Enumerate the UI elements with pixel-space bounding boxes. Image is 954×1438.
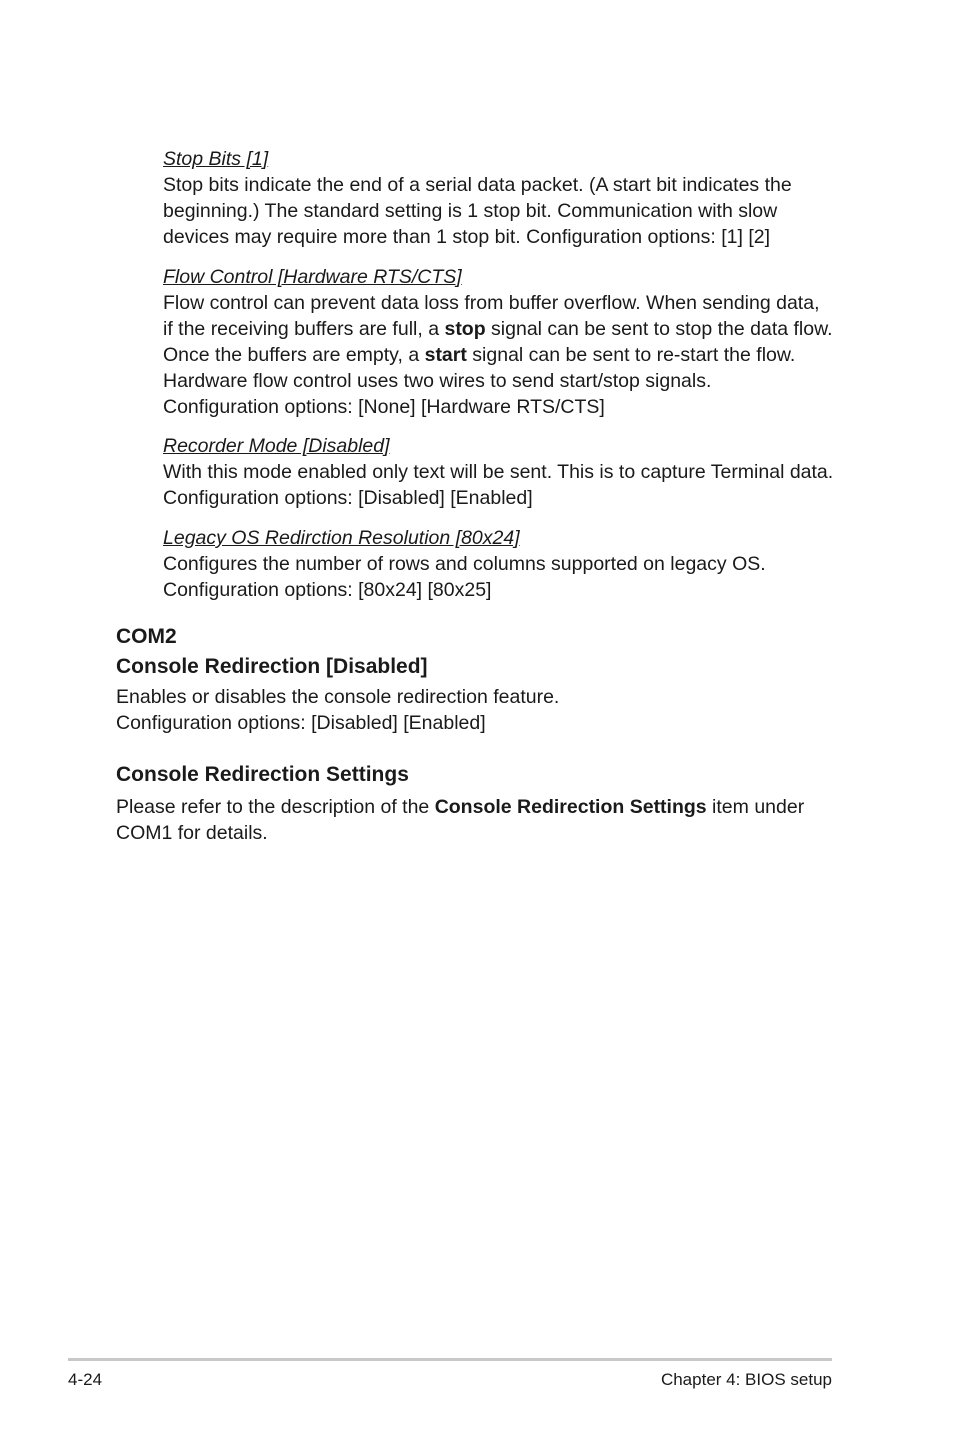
legacy-os-section [163, 525, 863, 603]
com2-section [116, 622, 846, 736]
com2-heading: COM2 [116, 625, 177, 648]
console-settings-line-2: COM1 for details. [116, 822, 268, 844]
legacy-os-line-2: Configuration options: [80x24] [80x25] [163, 579, 492, 601]
stop-bits-title: Stop Bits [1] [163, 148, 269, 170]
flow-control-line-3-a: Once the buffers are empty, a [163, 344, 425, 366]
legacy-os-line-1: Configures the number of rows and columns supported on legacy OS. [163, 553, 766, 575]
flow-control-section [163, 264, 863, 420]
flow-control-line-4: Hardware flow control uses two wires to send start/stop signals. [163, 370, 712, 392]
console-settings-heading: Console Redirection Settings [116, 763, 409, 786]
chapter-label: Chapter 4: BIOS setup [660, 1370, 832, 1389]
page-number: 4-24 [68, 1370, 103, 1389]
flow-control-line-2 [163, 316, 863, 342]
com2-line-1: Enables or disables the console redirection feature. [116, 686, 560, 708]
console-redirection-heading: Console Redirection [Disabled] [116, 655, 428, 678]
stop-bits-line-1: Stop bits indicate the end of a serial data packet. (A start bit indicates the [163, 174, 792, 196]
flow-control-line-1: Flow control can prevent data loss from buffer overflow. When sending data, [163, 292, 820, 314]
flow-control-title: Flow Control [Hardware RTS/CTS] [163, 266, 462, 288]
console-settings-line-1 [116, 794, 846, 820]
legacy-os-title: Legacy OS Redirction Resolution [80x24] [163, 527, 520, 549]
stop-bits-line-3: devices may require more than 1 stop bit. Configuration options: [1] [2] [163, 226, 770, 248]
recorder-mode-title: Recorder Mode [Disabled] [163, 435, 390, 457]
flow-control-stop-term: stop [444, 318, 486, 340]
footer-divider [68, 1358, 832, 1361]
stop-bits-section [163, 146, 863, 250]
console-settings-section [116, 760, 846, 846]
console-settings-bold-term: Console Redirection Settings [434, 796, 707, 818]
console-settings-line-1-b: item under [706, 796, 805, 818]
flow-control-line-3 [163, 342, 863, 368]
flow-control-start-term: start [424, 344, 467, 366]
com2-line-2: Configuration options: [Disabled] [Enabled] [116, 712, 486, 734]
stop-bits-line-2: beginning.) The standard setting is 1 stop bit. Communication with slow [163, 200, 778, 222]
console-settings-line-1-a: Please refer to the description of the [116, 796, 435, 818]
recorder-mode-section [163, 433, 863, 511]
flow-control-line-3-b: signal can be sent to re-start the flow. [466, 344, 796, 366]
recorder-mode-line-1: With this mode enabled only text will be sent. This is to capture Terminal data. [163, 461, 834, 483]
flow-control-line-5: Configuration options: [None] [Hardware RTS/CTS] [163, 396, 605, 418]
recorder-mode-line-2: Configuration options: [Disabled] [Enabled] [163, 487, 533, 509]
flow-control-line-2-a: if the receiving buffers are full, a [163, 318, 445, 340]
flow-control-line-2-b: signal can be sent to stop the data flow. [485, 318, 833, 340]
